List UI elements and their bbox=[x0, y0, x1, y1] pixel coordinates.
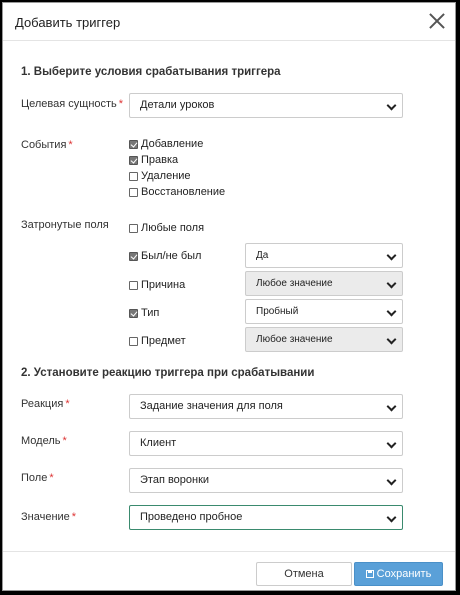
checkbox[interactable] bbox=[129, 140, 138, 149]
chevron-down-icon bbox=[387, 402, 397, 412]
event-checkbox-delete[interactable]: Удаление bbox=[129, 169, 191, 183]
model-select[interactable]: Клиент bbox=[129, 431, 403, 456]
field-checkbox-reason[interactable]: Причина bbox=[129, 278, 185, 292]
chevron-down-icon bbox=[387, 439, 397, 449]
chevron-down-icon bbox=[387, 513, 397, 523]
reaction-select[interactable]: Задание значения для поля bbox=[129, 394, 403, 419]
value-select[interactable]: Проведено пробное bbox=[129, 505, 403, 530]
events-label: События * bbox=[21, 139, 73, 151]
section-reaction-title: 2. Установите реакцию триггера при срабатывании bbox=[21, 367, 315, 379]
section-conditions-title: 1. Выберите условия срабатывания триггера bbox=[21, 66, 281, 78]
dialog-title: Добавить триггер bbox=[15, 15, 121, 30]
target-entity-value: Детали уроков bbox=[140, 99, 215, 111]
field-checkbox-type[interactable]: Тип bbox=[129, 306, 159, 320]
save-button[interactable]: Сохранить bbox=[354, 562, 443, 586]
cancel-button[interactable]: Отмена bbox=[256, 562, 352, 586]
subject-value-select[interactable]: Любое значение bbox=[245, 327, 403, 352]
close-icon[interactable] bbox=[429, 13, 445, 29]
dialog-footer bbox=[3, 551, 455, 591]
field-checkbox-any[interactable]: Любые поля bbox=[129, 221, 204, 235]
chevron-down-icon bbox=[387, 307, 397, 317]
field-checkbox-attended[interactable]: Был/не был bbox=[129, 249, 201, 263]
chevron-down-icon bbox=[387, 251, 397, 261]
checkbox[interactable] bbox=[129, 172, 138, 181]
chevron-down-icon bbox=[387, 101, 397, 111]
checkbox[interactable] bbox=[129, 337, 138, 346]
model-label: Модель * bbox=[21, 435, 67, 447]
field-checkbox-subject[interactable]: Предмет bbox=[129, 334, 186, 348]
checkbox[interactable] bbox=[129, 252, 138, 261]
target-entity-label: Целевая сущность * bbox=[21, 98, 124, 110]
checkbox[interactable] bbox=[129, 156, 138, 165]
event-checkbox-edit[interactable]: Правка bbox=[129, 153, 178, 167]
dialog-header bbox=[3, 3, 455, 41]
checkbox[interactable] bbox=[129, 281, 138, 290]
reaction-label: Реакция * bbox=[21, 398, 70, 410]
chevron-down-icon bbox=[387, 335, 397, 345]
event-checkbox-restore[interactable]: Восстановление bbox=[129, 185, 225, 199]
event-checkbox-add[interactable]: Добавление bbox=[129, 137, 203, 151]
target-entity-select[interactable] bbox=[129, 93, 403, 118]
type-value-select[interactable]: Пробный bbox=[245, 299, 403, 324]
field-select[interactable]: Этап воронки bbox=[129, 468, 403, 493]
checkbox[interactable] bbox=[129, 224, 138, 233]
chevron-down-icon bbox=[387, 476, 397, 486]
affected-fields-label: Затронутые поля bbox=[21, 219, 109, 231]
field-label: Поле * bbox=[21, 472, 54, 484]
reason-value-select[interactable]: Любое значение bbox=[245, 271, 403, 296]
value-label: Значение * bbox=[21, 511, 77, 523]
checkbox[interactable] bbox=[129, 309, 138, 318]
floppy-disk-icon bbox=[366, 570, 374, 578]
checkbox[interactable] bbox=[129, 188, 138, 197]
chevron-down-icon bbox=[387, 279, 397, 289]
attended-value-select[interactable]: Да bbox=[245, 243, 403, 268]
add-trigger-dialog bbox=[2, 2, 456, 591]
